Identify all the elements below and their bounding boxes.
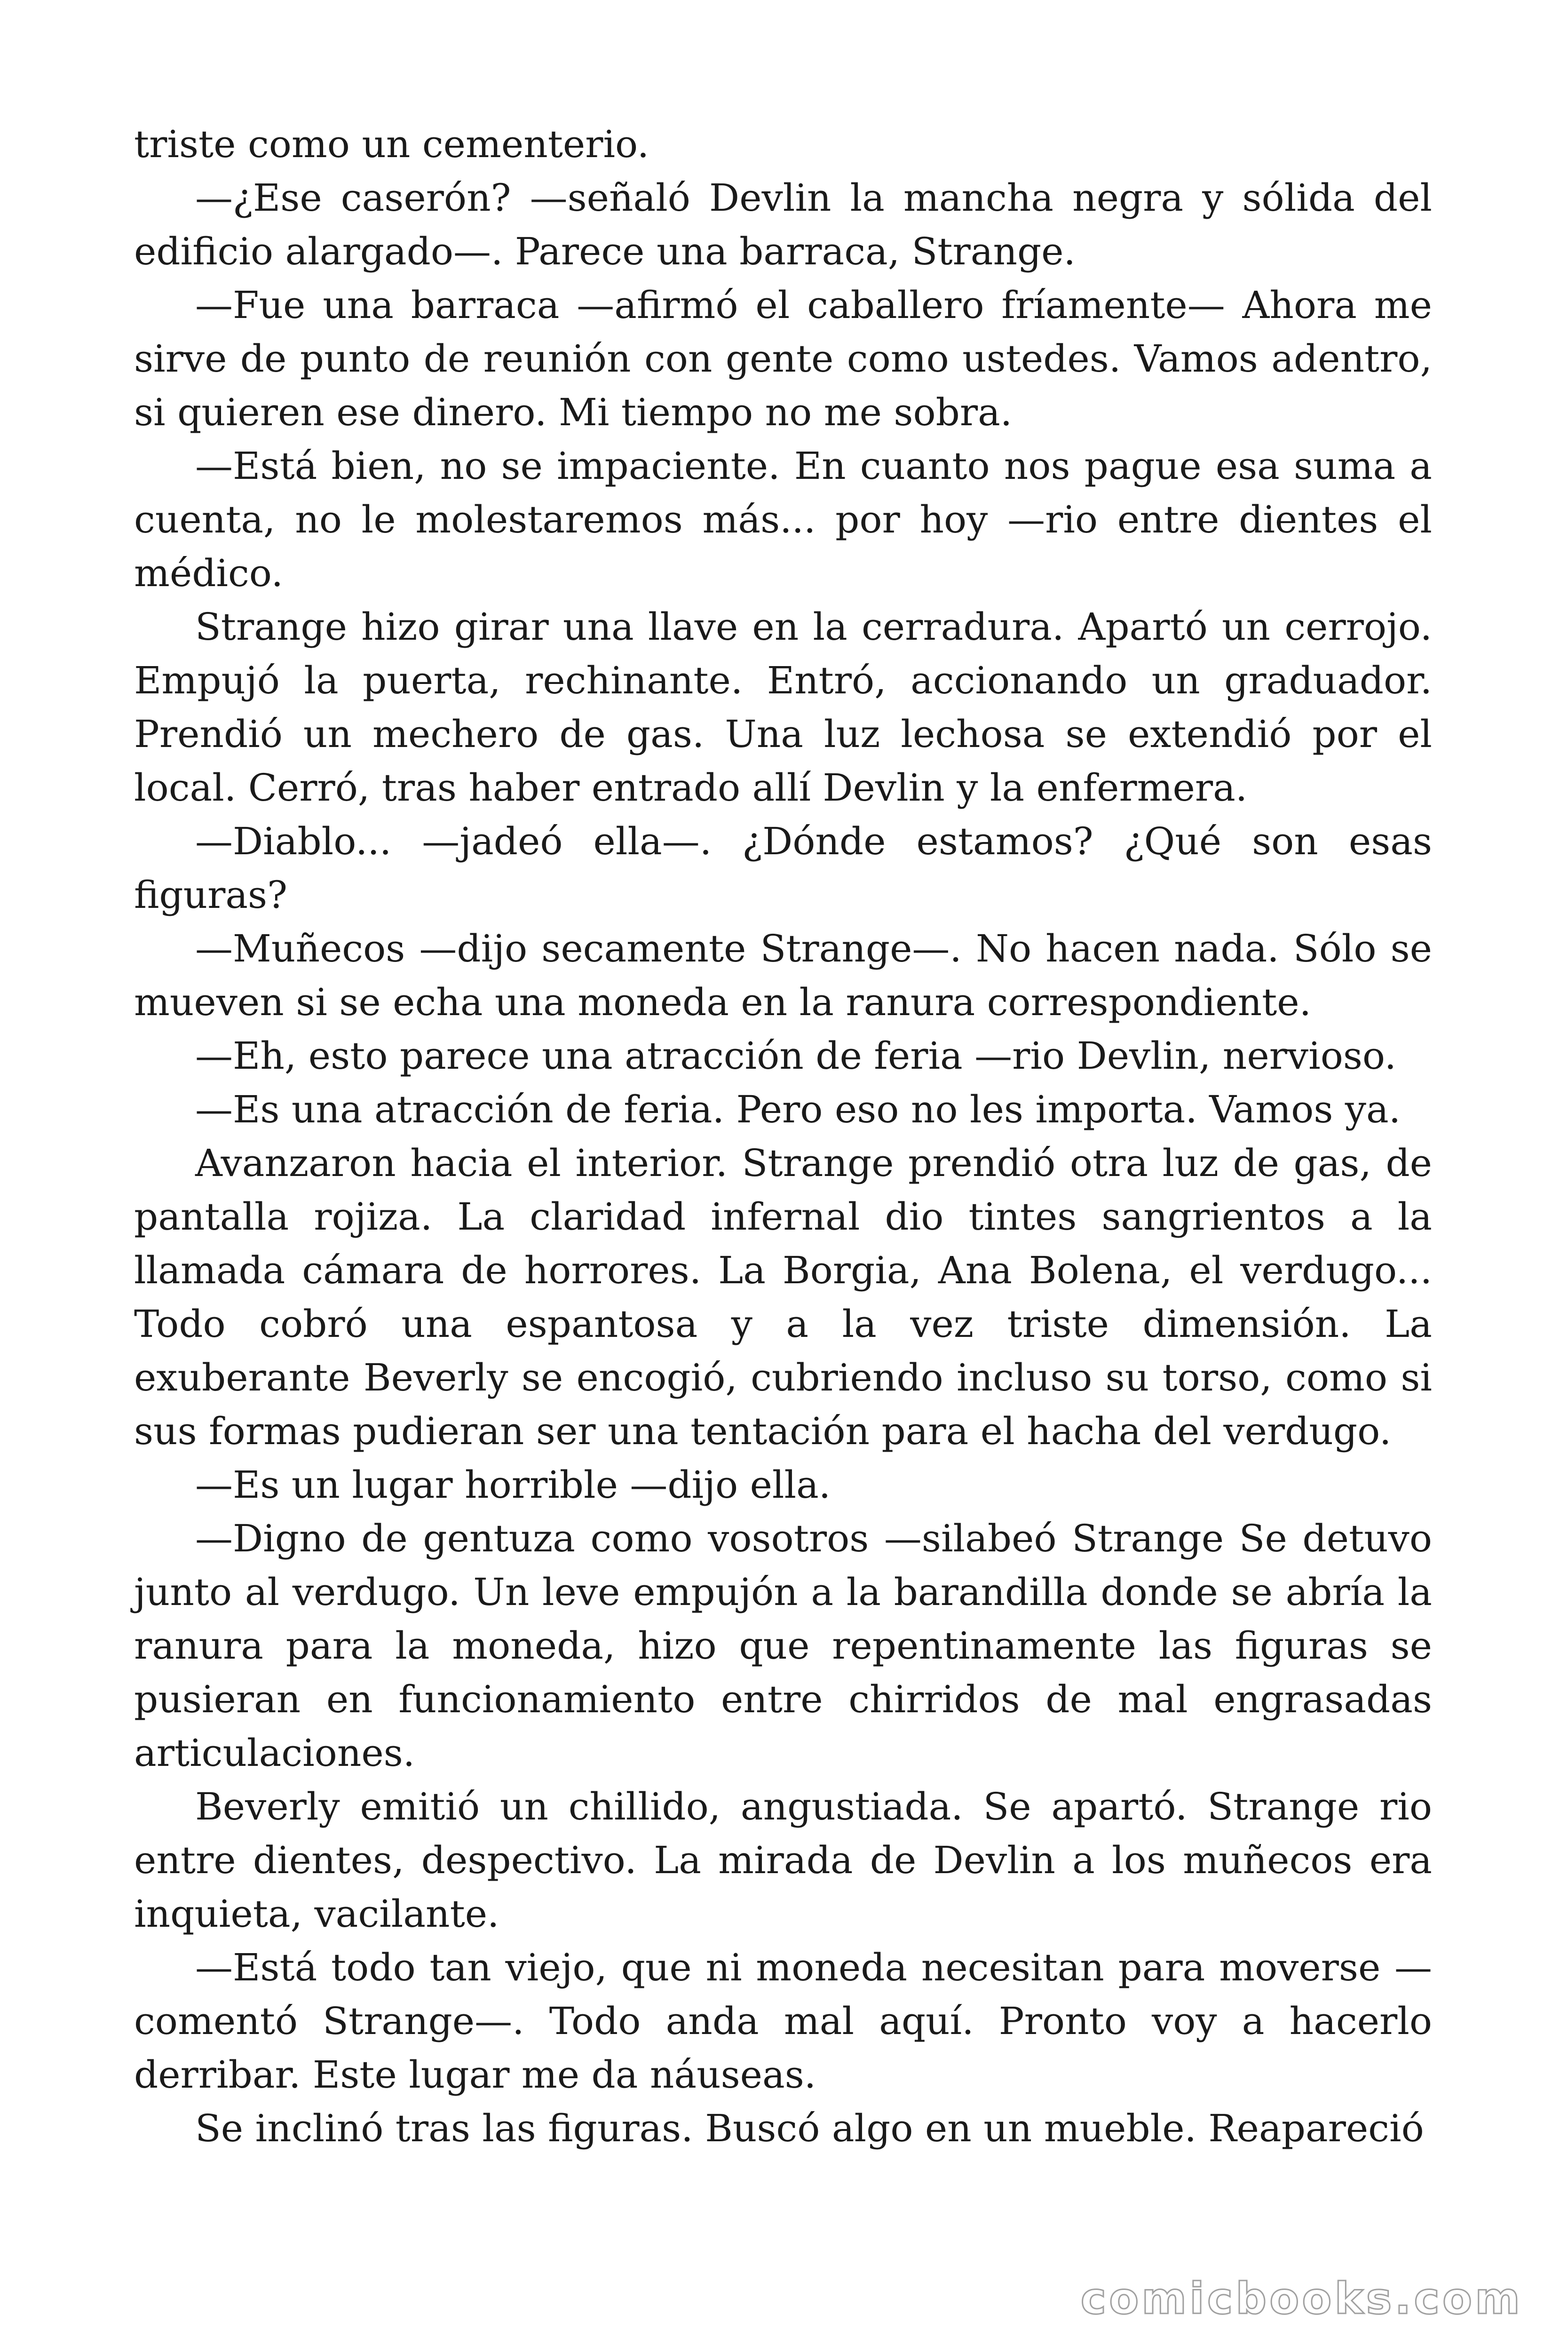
- paragraph-1: triste como un cementerio.: [134, 122, 649, 166]
- watermark-logo: comicbooks.com: [1080, 2273, 1523, 2324]
- paragraph-7: —Muñecos —dijo secamente Strange—. No hacen nada. Sólo se mueven si se echa una moneda en la ranura correspondiente.: [134, 927, 1432, 1024]
- paragraph-9: —Es una atracción de feria. Pero eso no les importa. Vamos ya.: [195, 1088, 1401, 1131]
- paragraph-11: —Es un lugar horrible —dijo ella.: [195, 1463, 831, 1507]
- paragraph-2: —¿Ese caserón? —señaló Devlin la mancha negra y sólida del edificio alargado—. Parece una barraca, Strange.: [134, 176, 1432, 273]
- paragraph-15: Se inclinó tras las figuras. Buscó algo en un mueble. Reapareció: [195, 2106, 1424, 2150]
- paragraph-5: Strange hizo girar una llave en la cerradura. Apartó un cerrojo. Empujó la puerta, rechinante. Entró, accionando un graduador. Prendió un mechero de gas. Una luz lechosa se extendió por el local. Cerró, tras haber entrado allí Devlin y la enfermera.: [134, 605, 1432, 810]
- paragraph-13: Beverly emitió un chillido, angustiada. Se apartó. Strange rio entre dientes, despectivo. La mirada de Devlin a los muñecos era inquieta, vacilante.: [134, 1785, 1432, 1936]
- paragraph-8: —Eh, esto parece una atracción de feria —rio Devlin, nervioso.: [195, 1034, 1397, 1078]
- paragraph-3: —Fue una barraca —afirmó el caballero fríamente— Ahora me sirve de punto de reunión con gente como ustedes. Vamos adentro, si quieren ese dinero. Mi tiempo no me sobra.: [134, 283, 1432, 434]
- paragraph-12: —Digno de gentuza como vosotros —silabeó Strange Se detuvo junto al verdugo. Un leve empujón a la barandilla donde se abría la ranura para la moneda, hizo que repentinamente las figuras se pusieran en funcionamiento entre chirridos de mal engrasadas articulaciones.: [134, 1517, 1432, 1775]
- paragraph-14: —Está todo tan viejo, que ni moneda necesitan para moverse — comentó Strange—. Todo anda mal aquí. Pronto voy a hacerlo derribar. Este lugar me da náuseas.: [134, 1946, 1432, 2097]
- paragraph-10: Avanzaron hacia el interior. Strange prendió otra luz de gas, de pantalla rojiza. La claridad infernal dio tintes sangrientos a la llamada cámara de horrores. La Borgia, Ana Bolena, el verdugo... Todo cobró una espantosa y a la vez triste dimensión. La exuberante Beverly se encogió, cubriendo incluso su torso, como si sus formas pudieran ser una tentación para el hacha del verdugo.: [134, 1141, 1432, 1453]
- document-page: [134, 118, 1432, 2197]
- paragraph-6: —Diablo... —jadeó ella—. ¿Dónde estamos? ¿Qué son esas figuras?: [134, 819, 1432, 917]
- paragraph-4: —Está bien, no se impaciente. En cuanto nos pague esa suma a cuenta, no le molestaremos más... por hoy —rio entre dientes el médico.: [134, 444, 1432, 595]
